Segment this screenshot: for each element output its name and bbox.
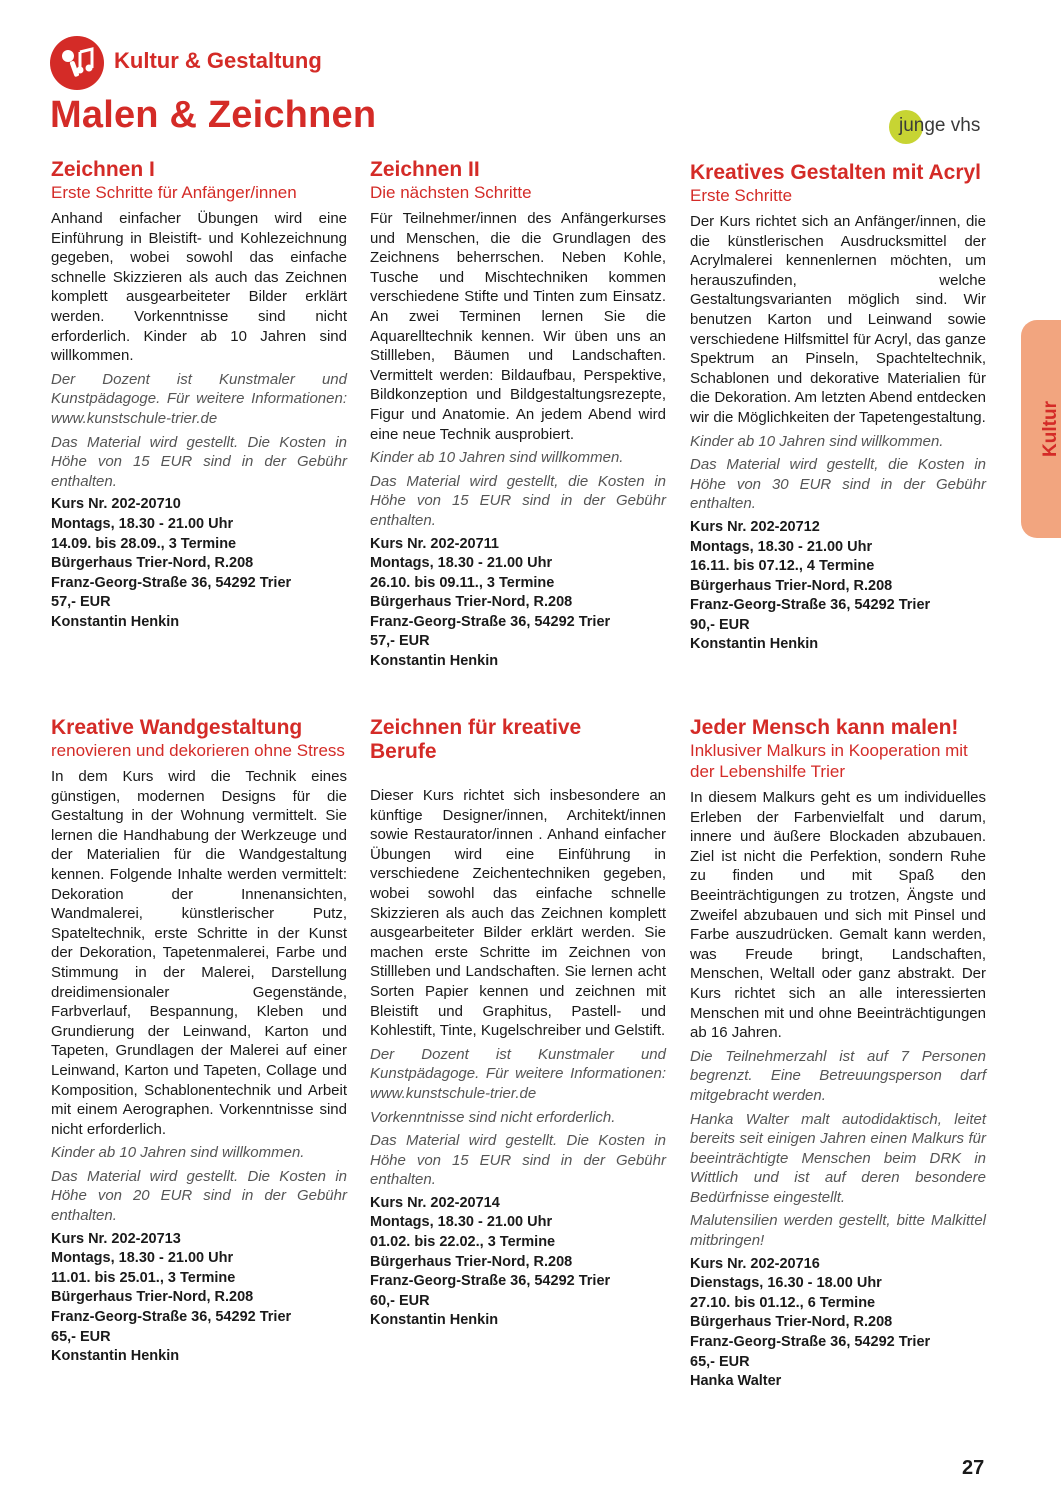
course-wandgestaltung [51, 716, 347, 1367]
course-address: Franz-Georg-Straße 36, 54292 Trier [51, 1309, 292, 1326]
side-tab-label: Kultur [1040, 401, 1061, 457]
course-teacher: Konstantin Henkin [370, 1312, 499, 1329]
course-address: Franz-Georg-Straße 36, 54292 Trier [370, 613, 611, 630]
course-note: Vorkenntnisse sind nicht erforderlich. [370, 1108, 616, 1126]
course-price: 65,- EUR [51, 1328, 111, 1345]
section-label: Kultur & Gestaltung [114, 48, 322, 73]
course-zeichnen-1 [51, 158, 347, 632]
course-price: 90,- EUR [690, 616, 750, 633]
course-teacher: Konstantin Henkin [370, 653, 499, 670]
course-note: Das Material wird gestellt, die Kosten in Höhe von 30 EUR sind in der Gebühr enthalten. [690, 456, 986, 513]
course-time: Montags, 18.30 - 21.00 Uhr [51, 1250, 234, 1267]
course-note: Der Dozent ist Kunstmaler und Kunstpädagoge. Für weitere Informationen: www.kunstschule-trier.de [51, 370, 347, 427]
course-location: Bürgerhaus Trier-Nord, R.208 [370, 1253, 573, 1270]
course-time: Dienstags, 16.30 - 18.00 Uhr [690, 1275, 882, 1292]
junge-vhs-logo [889, 110, 985, 144]
page-title: Malen & Zeichnen [50, 94, 377, 136]
course-note: Das Material wird gestellt. Die Kosten in Höhe von 15 EUR sind in der Gebühr enthalten. [370, 1132, 666, 1189]
course-address: Franz-Georg-Straße 36, 54292 Trier [370, 1273, 611, 1290]
course-description: Dieser Kurs richtet sich insbesondere an künftige Designer/innen, Architekt/innen sowie Restaurator/innen . Anhand einfacher Übungen wird eine Einführung in verschiedene Zeichentechniken gegeben, wobei sowohl das einfache schnelle Skizzieren als auch das Zeichnen komplett ausgearbeiteter Bilder erklärt werden. Sie machen erste Schritte im Zeichnen von Stillleben und Landschaften. Sie lernen acht Sorten Papier kennen und zeichnen mit Bleistift und Graphitus, Pastell- und Kohlestift, Tinte, Kugelschreiber und Gelstift. [370, 787, 666, 1040]
course-price: 57,- EUR [370, 633, 430, 650]
course-note: Das Material wird gestellt, die Kosten in Höhe von 15 EUR sind in der Gebühr enthalten. [370, 472, 666, 529]
course-number: Kurs Nr. 202-20712 [690, 518, 820, 535]
course-dates: 01.02. bis 22.02., 3 Termine [370, 1234, 556, 1251]
course-note: Der Dozent ist Kunstmaler und Kunstpädagoge. Für weitere Informationen: www.kunstschule-trier.de [370, 1045, 666, 1102]
page-number: 27 [962, 1457, 985, 1479]
course-teacher: Konstantin Henkin [51, 1348, 180, 1365]
course-address: Franz-Georg-Straße 36, 54292 Trier [690, 597, 931, 614]
course-facts [690, 518, 986, 655]
course-note: Hanka Walter malt autodidaktisch, leitet bereits seit einigen Jahren einen Malkurs für beeinträchtigte Menschen beim DRK in Wittlich und ist auf deren besondere Bedürfnisse eingestellt. [690, 1110, 986, 1206]
title-spacer [370, 764, 666, 786]
course-subtitle: Inklusiver Malkurs in Kooperation mit der Lebenshilfe Trier [690, 741, 968, 781]
course-title: Zeichnen II [370, 158, 480, 181]
course-facts [370, 1194, 666, 1331]
course-description: In dem Kurs wird die Technik eines günstigen, modernen Designs für die Gestaltung in der Wohnung vermittelt. Sie lernen die Handhabung der Werkzeuge und der Materialien für die Wandgestaltung kennen. Folgende Inhalte werden vermittelt: Dekoration der Innenansichten, Wandmalerei, künstlerischer Putz, Spateltechnik, erste Schritte in der Kunst der Dekoration, Tapetenmalerei, Farbe und Stimmung in der Malerei, Darstellung dreidimensionaler Gegenstände, Farbverlauf, Bespannung, Kleben und Grundierung der Leinwand, Karton und Tapeten, Grundlagen der Malerei auf einer Leinwand, Karton und Tapeten, Collage und Komposition, Schablonentechnik und Arbeit mit einem Aerographen. Vorkenntnisse sind nicht erforderlich. [51, 768, 347, 1138]
course-teacher: Konstantin Henkin [51, 613, 180, 630]
course-number: Kurs Nr. 202-20713 [51, 1230, 181, 1247]
course-address: Franz-Georg-Straße 36, 54292 Trier [51, 574, 292, 591]
course-note: Die Teilnehmerzahl ist auf 7 Personen begrenzt. Eine Betreuungsperson darf mitgebracht werden. [690, 1047, 986, 1104]
course-price: 57,- EUR [51, 594, 111, 611]
course-subtitle: renovieren und dekorieren ohne Stress [51, 741, 345, 760]
course-description: Für Teilnehmer/innen des Anfängerkurses und Menschen, die die Grundlagen des Zeichnens beherrschen. Neben Kohle, Tusche und Mischtechniken kommen verschiedene Stifte und Tinten zum Einsatz. An zwei Terminen lernen Sie die Aquarelltechnik kennen. Wir üben uns an Stillleben, Bäumen und Landschaften. Vermittelt werden: Bildaufbau, Perspektive, Bildkonzeption und Bildgestaltungsrezepte, Figur und Anatomie. An jedem Abend wird eine neue Technik ausprobiert. [370, 210, 666, 443]
course-dates: 16.11. bis 07.12., 4 Termine [690, 558, 875, 575]
course-title: Zeichnen für kreative Berufe [370, 716, 582, 763]
course-jeder-mensch [690, 716, 986, 1392]
course-subtitle: Erste Schritte [690, 186, 793, 205]
course-title: Zeichnen I [51, 158, 155, 181]
course-facts [51, 1230, 347, 1367]
course-note: Malutensilien werden gestellt, bitte Malkittel mitbringen! [690, 1212, 986, 1250]
course-dates: 26.10. bis 09.11., 3 Termine [370, 574, 555, 591]
course-description: Der Kurs richtet sich an Anfänger/innen, die die künstlerischen Ausdrucksmittel der Acrylmalerei kennenlernen möchten, um herauszufinden, welche Gestaltungsvarianten möglich sind. Wir benutzen Karton und Leinwand sowie verschiedene Hilfsmittel für Acryl, das ganze Spektrum an Pinseln, Spachteltechnik, Schablonen und dekorative Materialien für die Dekoration. Am letzten Abend entdecken wir die Möglichkeiten der Tapetengestaltung. [690, 213, 986, 426]
course-note: Kinder ab 10 Jahren sind willkommen. [370, 449, 624, 467]
course-time: Montags, 18.30 - 21.00 Uhr [370, 1214, 553, 1231]
course-facts [370, 535, 666, 672]
course-location: Bürgerhaus Trier-Nord, R.208 [690, 577, 893, 594]
course-title: Kreatives Gestalten mit Acryl [690, 161, 982, 184]
course-subtitle: Erste Schritte für Anfänger/innen [51, 183, 297, 202]
music-art-icon [50, 36, 104, 90]
course-description: In diesem Malkurs geht es um individuelles Erleben der Farbenvielfalt und darum, innere und äußere Blockaden abzubauen. Ziel ist nicht die Perfektion, sondern Ruhe zu finden und mit Spaß den Beeinträchtigungen zu trotzen, Ängste und Zweifel abzubauen und sich mit Pinsel und Farbe auszudrücken. Gemalt kann werden, was Freude bringt, Landschaften, Menschen, Weltall oder ganz abstrakt. Der Kurs richtet sich an alle interessierten Menschen mit und ohne Beeinträchtigungen ab 16 Jahren. [690, 789, 986, 1042]
course-teacher: Hanka Walter [690, 1373, 782, 1390]
course-location: Bürgerhaus Trier-Nord, R.208 [370, 594, 573, 611]
course-time: Montags, 18.30 - 21.00 Uhr [51, 515, 234, 532]
course-dates: 27.10. bis 01.12., 6 Termine [690, 1294, 876, 1311]
course-note: Das Material wird gestellt. Die Kosten in Höhe von 20 EUR sind in der Gebühr enthalten. [51, 1167, 347, 1225]
course-dates: 14.09. bis 28.09., 3 Termine [51, 535, 237, 552]
course-number: Kurs Nr. 202-20710 [51, 496, 181, 513]
side-tab [1021, 320, 1061, 538]
course-description: Anhand einfacher Übungen wird eine Einführung in Bleistift- und Kohlezeichnung gegeben, wobei sowohl das einfache schnelle Skizzieren als auch das Zeichnen komplett ausgearbeiteter Bilder erklärt werden. Vorkenntnisse sind nicht erforderlich. Kinder ab 10 Jahren sind willkommen. [51, 210, 347, 365]
course-facts [51, 495, 347, 632]
course-time: Montags, 18.30 - 21.00 Uhr [370, 555, 553, 572]
course-price: 60,- EUR [370, 1292, 430, 1309]
course-price: 65,- EUR [690, 1353, 750, 1370]
course-teacher: Konstantin Henkin [690, 636, 819, 653]
course-acryl [690, 161, 986, 655]
course-number: Kurs Nr. 202-20716 [690, 1255, 820, 1272]
course-dates: 11.01. bis 25.01., 3 Termine [51, 1269, 236, 1286]
course-location: Bürgerhaus Trier-Nord, R.208 [690, 1314, 893, 1331]
course-note: Das Material wird gestellt. Die Kosten in Höhe von 15 EUR sind in der Gebühr enthalten. [51, 433, 347, 490]
course-number: Kurs Nr. 202-20711 [370, 535, 499, 552]
course-kreative-berufe [370, 716, 666, 1331]
course-address: Franz-Georg-Straße 36, 54292 Trier [690, 1334, 931, 1351]
course-location: Bürgerhaus Trier-Nord, R.208 [51, 555, 254, 572]
course-title: Kreative Wandgestaltung [51, 716, 303, 739]
course-zeichnen-2 [370, 158, 666, 672]
course-facts [690, 1255, 986, 1392]
course-title: Jeder Mensch kann malen! [690, 716, 959, 739]
course-subtitle: Die nächsten Schritte [370, 183, 532, 202]
course-note: Kinder ab 10 Jahren sind willkommen. [51, 1144, 305, 1162]
course-time: Montags, 18.30 - 21.00 Uhr [690, 538, 873, 555]
course-number: Kurs Nr. 202-20714 [370, 1194, 500, 1211]
logo-text: junge vhs [899, 115, 981, 136]
course-location: Bürgerhaus Trier-Nord, R.208 [51, 1289, 254, 1306]
course-note: Kinder ab 10 Jahren sind willkommen. [690, 432, 944, 450]
